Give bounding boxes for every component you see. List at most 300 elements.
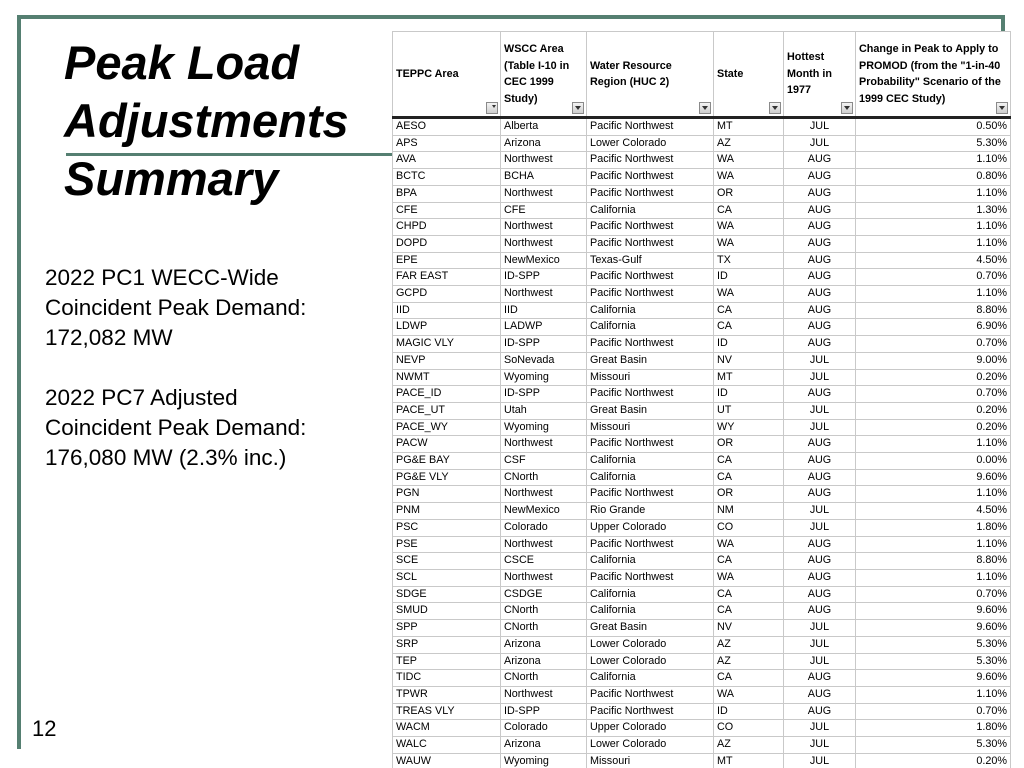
cell-hottest-month: AUG [784, 152, 856, 169]
cell-teppc-area: LDWP [393, 319, 501, 336]
cell-teppc-area: PG&E BAY [393, 453, 501, 470]
cell-wscc-area: CNorth [501, 469, 587, 486]
cell-wscc-area: CNorth [501, 620, 587, 637]
summary-line: 176,080 MW (2.3% inc.) [45, 445, 287, 470]
cell-change-in-peak: 0.80% [856, 169, 1011, 186]
cell-wscc-area: ID-SPP [501, 703, 587, 720]
cell-state: NV [714, 352, 784, 369]
summary-line: Coincident Peak Demand: [45, 415, 307, 440]
cell-wscc-area: Arizona [501, 636, 587, 653]
cell-teppc-area: TEP [393, 653, 501, 670]
cell-hottest-month: AUG [784, 586, 856, 603]
cell-hottest-month: AUG [784, 169, 856, 186]
cell-state: WA [714, 536, 784, 553]
cell-hottest-month: AUG [784, 219, 856, 236]
cell-water-resource-region: Pacific Northwest [587, 235, 714, 252]
table-row [393, 269, 1011, 286]
cell-water-resource-region: Great Basin [587, 402, 714, 419]
cell-wscc-area: NewMexico [501, 503, 587, 520]
cell-hottest-month: AUG [784, 703, 856, 720]
demand-summary [45, 263, 375, 473]
cell-water-resource-region: Pacific Northwest [587, 536, 714, 553]
cell-hottest-month: JUL [784, 402, 856, 419]
cell-wscc-area: Northwest [501, 185, 587, 202]
cell-wscc-area: Northwest [501, 536, 587, 553]
cell-state: AZ [714, 636, 784, 653]
cell-change-in-peak: 1.10% [856, 686, 1011, 703]
cell-water-resource-region: California [587, 469, 714, 486]
table-row [393, 670, 1011, 687]
table-row [393, 252, 1011, 269]
cell-state: CA [714, 453, 784, 470]
table-body [393, 118, 1011, 768]
cell-change-in-peak: 9.60% [856, 603, 1011, 620]
cell-water-resource-region: Pacific Northwest [587, 152, 714, 169]
cell-hottest-month: AUG [784, 603, 856, 620]
cell-change-in-peak: 1.10% [856, 569, 1011, 586]
cell-hottest-month: AUG [784, 336, 856, 353]
summary-gap [45, 353, 375, 383]
table-row [393, 135, 1011, 152]
cell-wscc-area: Northwest [501, 686, 587, 703]
cell-wscc-area: Colorado [501, 720, 587, 737]
cell-state: CA [714, 603, 784, 620]
cell-change-in-peak: 8.80% [856, 302, 1011, 319]
cell-hottest-month: AUG [784, 670, 856, 687]
cell-hottest-month: AUG [784, 235, 856, 252]
cell-teppc-area: SCE [393, 553, 501, 570]
cell-water-resource-region: Great Basin [587, 352, 714, 369]
cell-hottest-month: AUG [784, 302, 856, 319]
cell-hottest-month: JUL [784, 620, 856, 637]
cell-wscc-area: CNorth [501, 603, 587, 620]
cell-change-in-peak: 9.60% [856, 469, 1011, 486]
cell-teppc-area: CHPD [393, 219, 501, 236]
cell-hottest-month: AUG [784, 486, 856, 503]
column-header-label: WSCC Area (Table I-10 in CEC 1999 Study) [504, 43, 570, 105]
cell-change-in-peak: 1.80% [856, 519, 1011, 536]
summary-line: 172,082 MW [45, 325, 173, 350]
cell-change-in-peak: 4.50% [856, 252, 1011, 269]
cell-hottest-month: AUG [784, 569, 856, 586]
cell-teppc-area: EPE [393, 252, 501, 269]
cell-change-in-peak: 4.50% [856, 503, 1011, 520]
cell-hottest-month: AUG [784, 686, 856, 703]
cell-teppc-area: DOPD [393, 235, 501, 252]
cell-water-resource-region: California [587, 453, 714, 470]
table-row [393, 336, 1011, 353]
cell-water-resource-region: Lower Colorado [587, 135, 714, 152]
cell-water-resource-region: Pacific Northwest [587, 185, 714, 202]
column-header-change-in-peak [856, 32, 1011, 118]
cell-change-in-peak: 0.20% [856, 419, 1011, 436]
cell-state: CA [714, 202, 784, 219]
cell-wscc-area: Northwest [501, 486, 587, 503]
table-row [393, 118, 1011, 136]
cell-water-resource-region: Texas-Gulf [587, 252, 714, 269]
cell-change-in-peak: 1.10% [856, 235, 1011, 252]
cell-water-resource-region: Rio Grande [587, 503, 714, 520]
cell-change-in-peak: 0.70% [856, 586, 1011, 603]
table-row [393, 302, 1011, 319]
peak-adjustment-table [392, 31, 1011, 768]
cell-hottest-month: AUG [784, 386, 856, 403]
cell-change-in-peak: 0.70% [856, 386, 1011, 403]
cell-teppc-area: BPA [393, 185, 501, 202]
cell-wscc-area: Northwest [501, 286, 587, 303]
cell-teppc-area: TREAS VLY [393, 703, 501, 720]
cell-water-resource-region: Pacific Northwest [587, 118, 714, 136]
cell-state: CA [714, 670, 784, 687]
table-row [393, 737, 1011, 754]
cell-water-resource-region: California [587, 553, 714, 570]
cell-water-resource-region: California [587, 319, 714, 336]
table-row [393, 319, 1011, 336]
cell-wscc-area: Arizona [501, 653, 587, 670]
cell-teppc-area: APS [393, 135, 501, 152]
cell-wscc-area: Northwest [501, 569, 587, 586]
table-row [393, 235, 1011, 252]
table-row [393, 185, 1011, 202]
cell-teppc-area: TPWR [393, 686, 501, 703]
cell-change-in-peak: 1.10% [856, 286, 1011, 303]
cell-state: WA [714, 286, 784, 303]
cell-hottest-month: JUL [784, 720, 856, 737]
cell-state: ID [714, 386, 784, 403]
cell-change-in-peak: 0.50% [856, 118, 1011, 136]
cell-state: TX [714, 252, 784, 269]
cell-wscc-area: Northwest [501, 436, 587, 453]
cell-hottest-month: JUL [784, 369, 856, 386]
column-header-state [714, 32, 784, 118]
table-row [393, 569, 1011, 586]
cell-wscc-area: Northwest [501, 152, 587, 169]
cell-teppc-area: IID [393, 302, 501, 319]
cell-water-resource-region: California [587, 670, 714, 687]
cell-water-resource-region: California [587, 603, 714, 620]
cell-teppc-area: SRP [393, 636, 501, 653]
cell-change-in-peak: 0.70% [856, 703, 1011, 720]
table-row [393, 703, 1011, 720]
table-row [393, 402, 1011, 419]
summary-line: 2022 PC7 Adjusted [45, 385, 238, 410]
cell-state: WY [714, 419, 784, 436]
cell-state: CA [714, 469, 784, 486]
cell-wscc-area: CFE [501, 202, 587, 219]
cell-teppc-area: PACE_WY [393, 419, 501, 436]
cell-state: CA [714, 553, 784, 570]
cell-state: NM [714, 503, 784, 520]
cell-change-in-peak: 8.80% [856, 553, 1011, 570]
cell-hottest-month: AUG [784, 469, 856, 486]
cell-water-resource-region: Pacific Northwest [587, 686, 714, 703]
cell-wscc-area: CNorth [501, 670, 587, 687]
cell-change-in-peak: 1.10% [856, 219, 1011, 236]
cell-water-resource-region: Pacific Northwest [587, 436, 714, 453]
column-header-label: Change in Peak to Apply to PROMOD (from the "1-in-40 Probability" Scenario of the 1999 CEC Study) [859, 43, 1001, 105]
cell-teppc-area: CFE [393, 202, 501, 219]
column-header-label: Hottest Month in 1977 [787, 51, 832, 97]
table-row [393, 536, 1011, 553]
cell-wscc-area: Wyoming [501, 369, 587, 386]
cell-change-in-peak: 0.20% [856, 753, 1011, 768]
cell-water-resource-region: Pacific Northwest [587, 569, 714, 586]
cell-teppc-area: PSC [393, 519, 501, 536]
column-header-label: TEPPC Area [396, 67, 459, 80]
cell-wscc-area: Alberta [501, 118, 587, 136]
page-number: 12 [32, 716, 57, 741]
cell-water-resource-region: California [587, 586, 714, 603]
table-row [393, 419, 1011, 436]
cell-state: OR [714, 436, 784, 453]
cell-change-in-peak: 1.10% [856, 436, 1011, 453]
cell-state: WA [714, 219, 784, 236]
cell-teppc-area: SDGE [393, 586, 501, 603]
cell-hottest-month: JUL [784, 352, 856, 369]
table-row [393, 436, 1011, 453]
cell-water-resource-region: Pacific Northwest [587, 703, 714, 720]
cell-hottest-month: AUG [784, 436, 856, 453]
cell-change-in-peak: 0.00% [856, 453, 1011, 470]
cell-change-in-peak: 0.20% [856, 402, 1011, 419]
cell-water-resource-region: Upper Colorado [587, 720, 714, 737]
cell-change-in-peak: 1.10% [856, 486, 1011, 503]
filter-dropdown-icon[interactable] [996, 102, 1008, 114]
cell-hottest-month: JUL [784, 503, 856, 520]
header-row [393, 32, 1011, 118]
table-row [393, 720, 1011, 737]
cell-wscc-area: Wyoming [501, 753, 587, 768]
cell-water-resource-region: Pacific Northwest [587, 486, 714, 503]
filter-dropdown-icon[interactable] [769, 102, 781, 114]
table-row [393, 352, 1011, 369]
cell-hottest-month: JUL [784, 737, 856, 754]
cell-wscc-area: ID-SPP [501, 336, 587, 353]
cell-water-resource-region: Missouri [587, 753, 714, 768]
cell-hottest-month: AUG [784, 202, 856, 219]
cell-wscc-area: Northwest [501, 235, 587, 252]
cell-water-resource-region: Pacific Northwest [587, 219, 714, 236]
cell-state: MT [714, 369, 784, 386]
cell-hottest-month: AUG [784, 536, 856, 553]
cell-state: CA [714, 302, 784, 319]
cell-state: AZ [714, 737, 784, 754]
cell-hottest-month: AUG [784, 185, 856, 202]
cell-wscc-area: CSDGE [501, 586, 587, 603]
cell-teppc-area: WAUW [393, 753, 501, 768]
cell-hottest-month: JUL [784, 653, 856, 670]
cell-state: OR [714, 486, 784, 503]
table-row [393, 603, 1011, 620]
cell-change-in-peak: 0.70% [856, 269, 1011, 286]
cell-hottest-month: JUL [784, 519, 856, 536]
cell-change-in-peak: 9.60% [856, 670, 1011, 687]
title-line: Peak Load [64, 36, 300, 89]
cell-teppc-area: PACE_ID [393, 386, 501, 403]
cell-teppc-area: PSE [393, 536, 501, 553]
cell-wscc-area: Colorado [501, 519, 587, 536]
cell-hottest-month: AUG [784, 553, 856, 570]
cell-change-in-peak: 6.90% [856, 319, 1011, 336]
sort-filter-icon[interactable] [486, 102, 498, 114]
cell-state: WA [714, 569, 784, 586]
table-row [393, 503, 1011, 520]
cell-water-resource-region: Great Basin [587, 620, 714, 637]
cell-change-in-peak: 1.10% [856, 152, 1011, 169]
table-row [393, 469, 1011, 486]
cell-water-resource-region: California [587, 202, 714, 219]
cell-teppc-area: PACE_UT [393, 402, 501, 419]
cell-wscc-area: ID-SPP [501, 269, 587, 286]
table-row [393, 653, 1011, 670]
cell-teppc-area: SPP [393, 620, 501, 637]
table-row [393, 386, 1011, 403]
column-header-hottest-month [784, 32, 856, 118]
peak-adjustment-table-container [392, 31, 1010, 768]
cell-hottest-month: AUG [784, 269, 856, 286]
cell-water-resource-region: Missouri [587, 419, 714, 436]
cell-water-resource-region: Upper Colorado [587, 519, 714, 536]
cell-wscc-area: Arizona [501, 737, 587, 754]
cell-teppc-area: PG&E VLY [393, 469, 501, 486]
cell-change-in-peak: 0.70% [856, 336, 1011, 353]
cell-hottest-month: JUL [784, 118, 856, 136]
cell-hottest-month: JUL [784, 636, 856, 653]
cell-state: NV [714, 620, 784, 637]
cell-teppc-area: PACW [393, 436, 501, 453]
cell-wscc-area: CSF [501, 453, 587, 470]
cell-change-in-peak: 1.10% [856, 185, 1011, 202]
cell-state: MT [714, 118, 784, 136]
cell-water-resource-region: Lower Colorado [587, 636, 714, 653]
cell-state: AZ [714, 135, 784, 152]
cell-state: WA [714, 169, 784, 186]
cell-wscc-area: NewMexico [501, 252, 587, 269]
cell-state: OR [714, 185, 784, 202]
cell-teppc-area: PGN [393, 486, 501, 503]
cell-teppc-area: WALC [393, 737, 501, 754]
cell-change-in-peak: 5.30% [856, 135, 1011, 152]
cell-state: ID [714, 703, 784, 720]
cell-wscc-area: LADWP [501, 319, 587, 336]
cell-wscc-area: Utah [501, 402, 587, 419]
cell-change-in-peak: 5.30% [856, 653, 1011, 670]
cell-teppc-area: BCTC [393, 169, 501, 186]
cell-state: ID [714, 336, 784, 353]
table-row [393, 586, 1011, 603]
column-header-teppc-area [393, 32, 501, 118]
summary-line: 2022 PC1 WECC-Wide [45, 265, 279, 290]
cell-hottest-month: AUG [784, 252, 856, 269]
cell-wscc-area: CSCE [501, 553, 587, 570]
cell-change-in-peak: 5.30% [856, 737, 1011, 754]
cell-water-resource-region: Pacific Northwest [587, 286, 714, 303]
cell-water-resource-region: Pacific Northwest [587, 169, 714, 186]
cell-wscc-area: BCHA [501, 169, 587, 186]
column-header-water-resource-region [587, 32, 714, 118]
cell-teppc-area: MAGIC VLY [393, 336, 501, 353]
table-row [393, 369, 1011, 386]
cell-water-resource-region: Pacific Northwest [587, 336, 714, 353]
cell-state: CA [714, 319, 784, 336]
filter-dropdown-icon[interactable] [572, 102, 584, 114]
cell-hottest-month: AUG [784, 319, 856, 336]
cell-wscc-area: IID [501, 302, 587, 319]
table-row [393, 686, 1011, 703]
cell-wscc-area: ID-SPP [501, 386, 587, 403]
cell-wscc-area: Arizona [501, 135, 587, 152]
summary-line: Coincident Peak Demand: [45, 295, 307, 320]
cell-teppc-area: SCL [393, 569, 501, 586]
cell-water-resource-region: Lower Colorado [587, 737, 714, 754]
cell-change-in-peak: 5.30% [856, 636, 1011, 653]
cell-water-resource-region: Pacific Northwest [587, 386, 714, 403]
title-line: Adjustments [64, 94, 349, 147]
cell-wscc-area: Wyoming [501, 419, 587, 436]
cell-water-resource-region: Pacific Northwest [587, 269, 714, 286]
cell-hottest-month: JUL [784, 753, 856, 768]
cell-state: CO [714, 519, 784, 536]
table-row [393, 169, 1011, 186]
cell-state: WA [714, 686, 784, 703]
column-header-label: State [717, 67, 744, 80]
table-row [393, 286, 1011, 303]
table-header [393, 32, 1011, 118]
cell-state: WA [714, 235, 784, 252]
cell-wscc-area: SoNevada [501, 352, 587, 369]
cell-change-in-peak: 1.80% [856, 720, 1011, 737]
slide-title [64, 34, 384, 208]
table-row [393, 553, 1011, 570]
cell-state: WA [714, 152, 784, 169]
cell-change-in-peak: 9.00% [856, 352, 1011, 369]
cell-change-in-peak: 9.60% [856, 620, 1011, 637]
filter-dropdown-icon[interactable] [699, 102, 711, 114]
cell-state: UT [714, 402, 784, 419]
cell-hottest-month: AUG [784, 453, 856, 470]
cell-teppc-area: PNM [393, 503, 501, 520]
cell-hottest-month: JUL [784, 135, 856, 152]
cell-state: CA [714, 586, 784, 603]
table-row [393, 152, 1011, 169]
cell-state: MT [714, 753, 784, 768]
column-header-label: Water Resource Region (HUC 2) [590, 59, 672, 88]
table-row [393, 219, 1011, 236]
cell-teppc-area: AESO [393, 118, 501, 136]
table-row [393, 620, 1011, 637]
table-row [393, 753, 1011, 768]
filter-dropdown-icon[interactable] [841, 102, 853, 114]
cell-teppc-area: FAR EAST [393, 269, 501, 286]
table-row [393, 202, 1011, 219]
cell-wscc-area: Northwest [501, 219, 587, 236]
cell-water-resource-region: California [587, 302, 714, 319]
cell-change-in-peak: 1.30% [856, 202, 1011, 219]
cell-change-in-peak: 0.20% [856, 369, 1011, 386]
cell-teppc-area: AVA [393, 152, 501, 169]
table-row [393, 636, 1011, 653]
column-header-wscc-area [501, 32, 587, 118]
cell-teppc-area: SMUD [393, 603, 501, 620]
cell-change-in-peak: 1.10% [856, 536, 1011, 553]
cell-state: CO [714, 720, 784, 737]
cell-hottest-month: JUL [784, 419, 856, 436]
table-row [393, 519, 1011, 536]
cell-teppc-area: NWMT [393, 369, 501, 386]
table-row [393, 486, 1011, 503]
cell-teppc-area: NEVP [393, 352, 501, 369]
cell-teppc-area: WACM [393, 720, 501, 737]
